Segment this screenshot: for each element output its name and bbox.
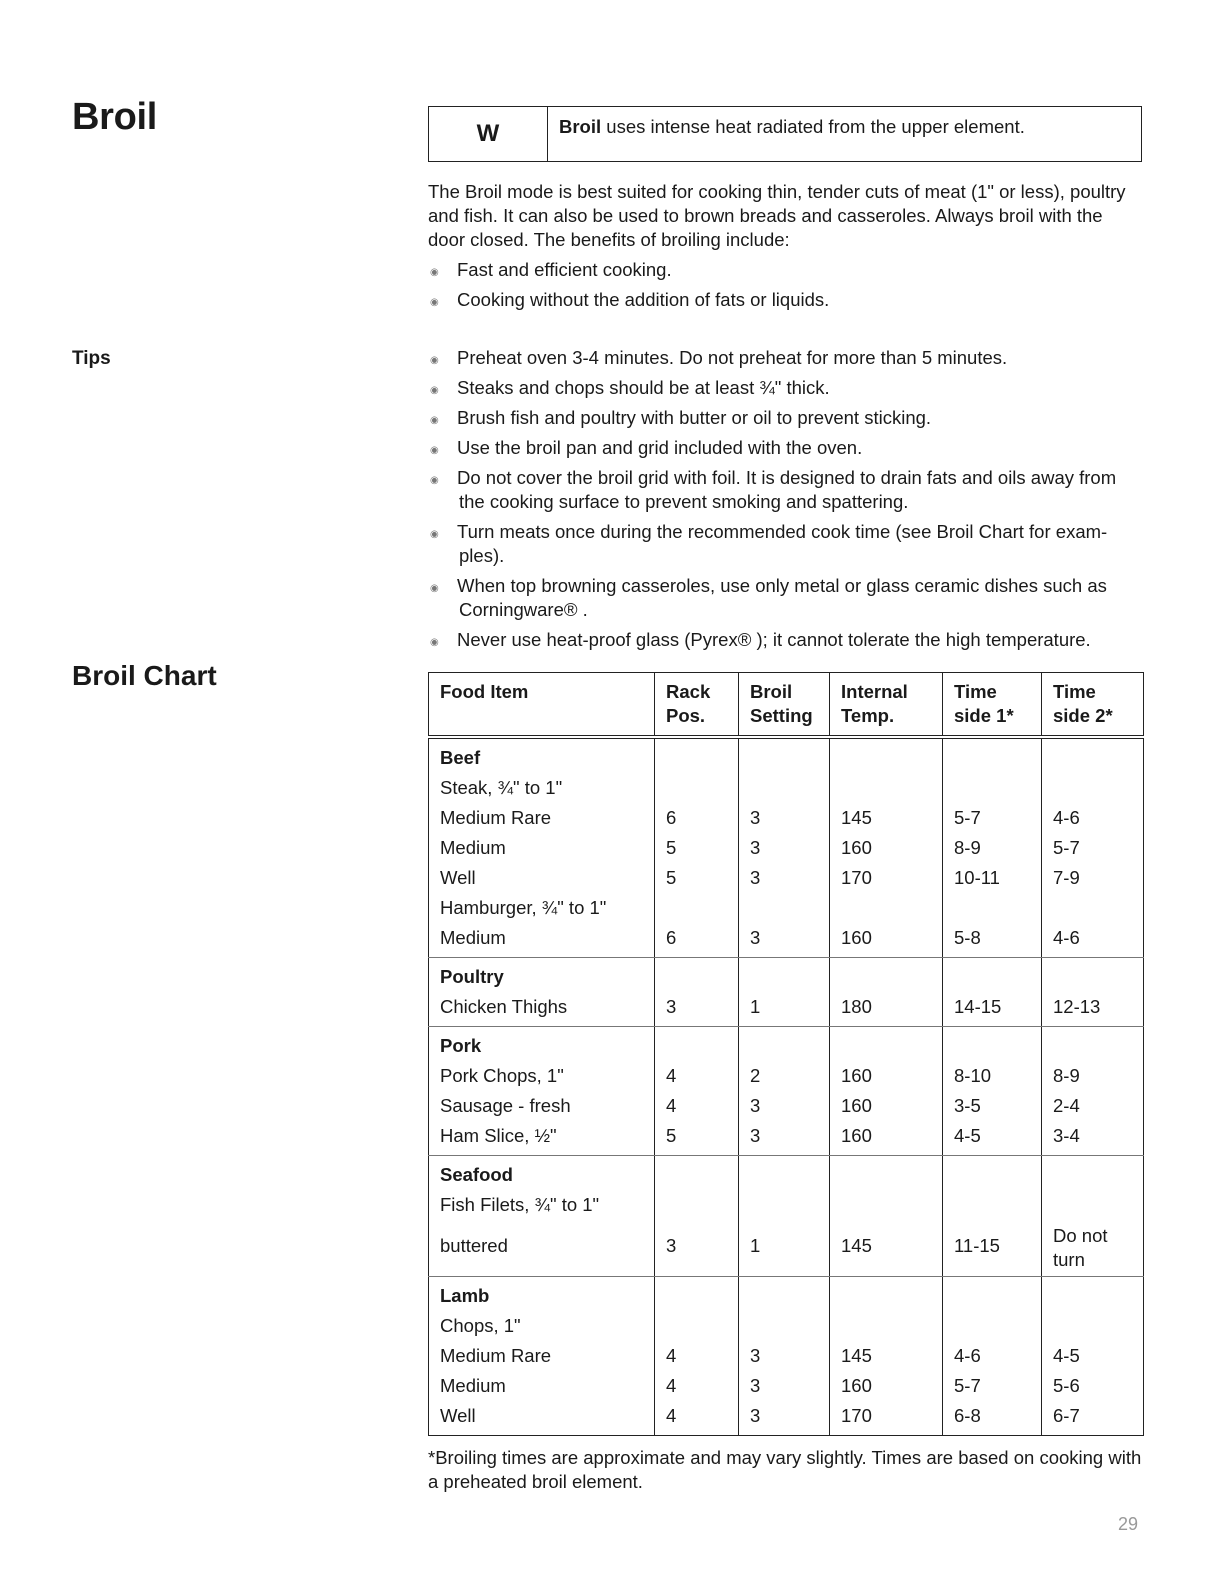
table-cell: 6 5 5 6 — [655, 737, 739, 958]
table-cell: 145 160 170 — [830, 1277, 943, 1436]
list-item: ◉ Cooking without the addition of fats or liquids. — [428, 288, 1144, 312]
benefits-list — [428, 258, 1144, 312]
table-cell: 145 160 170 160 — [830, 737, 943, 958]
table-cell: 3 3 3 3 — [739, 737, 830, 958]
table-header-row — [429, 673, 1144, 738]
table-cell: Pork Pork Chops, 1" Sausage - fresh Ham Slice, ½" — [429, 1027, 655, 1156]
page-title: Broil — [72, 96, 158, 138]
table-cell: 145 — [830, 1156, 943, 1277]
bullet-icon: ◉ — [430, 385, 439, 396]
tip-item: ◉ Turn meats once during the recommended cook time (see Broil Chart for exam- ples). — [430, 521, 1108, 566]
bullet-icon: ◉ — [430, 637, 439, 648]
group-name: Poultry — [440, 966, 504, 987]
table-cell: 180 — [830, 958, 943, 1027]
bullet-icon: ◉ — [430, 475, 439, 486]
tip-item: ◉ Do not cover the broil grid with foil. It is designed to drain fats and oils away from the cooking surface to prevent smoking and spattering. — [430, 467, 1117, 512]
table-cell: 1 — [739, 1156, 830, 1277]
table-row — [429, 737, 1144, 958]
table-cell: 2 3 3 — [739, 1027, 830, 1156]
column-header: Time side 2* — [1042, 673, 1144, 738]
broil-symbol: W — [429, 107, 548, 161]
footnote: *Broiling times are approximate and may vary slightly. Times are based on cooking with a preheated broil element. — [428, 1447, 1142, 1492]
broil-description-text: uses intense heat radiated from the upper element. — [601, 116, 1025, 137]
list-item: ◉ Fast and efficient cooking. — [428, 258, 1144, 282]
group-name: Lamb — [440, 1285, 490, 1306]
table-cell: 1 — [739, 958, 830, 1027]
table-cell: Seafood Fish Filets, ¾" to 1" buttered — [429, 1156, 655, 1277]
table-cell: Poultry Chicken Thighs — [429, 958, 655, 1027]
table-cell: 11-15 — [943, 1156, 1042, 1277]
bullet-icon: ◉ — [430, 415, 439, 426]
tip-item: ◉ When top browning casseroles, use only metal or glass ceramic dishes such as Corningware® . — [430, 575, 1107, 620]
tip-item: ◉ Steaks and chops should be at least ¾" thick. — [428, 376, 1144, 400]
bullet-icon: ◉ — [430, 445, 439, 456]
column-header: Internal Temp. — [830, 673, 943, 738]
broil-description — [548, 107, 1036, 161]
table-row — [429, 958, 1144, 1027]
column-header: Food Item — [429, 673, 655, 738]
table-cell: 4 4 4 — [655, 1277, 739, 1436]
table-cell: 8-9 2-4 3-4 — [1042, 1027, 1144, 1156]
table-row — [429, 1156, 1144, 1277]
table-group-lamb — [429, 1277, 1144, 1436]
bullet-icon: ◉ — [430, 267, 439, 278]
table-group-poultry — [429, 958, 1144, 1027]
group-name: Beef — [440, 747, 481, 768]
table-cell: 5-7 8-9 10-11 5-8 — [943, 737, 1042, 958]
column-header: Time side 1* — [943, 673, 1042, 738]
column-header: Broil Setting — [739, 673, 830, 738]
table-cell: Do not turn — [1042, 1156, 1144, 1277]
table-group-pork — [429, 1027, 1144, 1156]
broil-symbol-box — [428, 106, 1142, 162]
page-number: 29 — [1118, 1514, 1139, 1534]
table-cell: 3 3 3 — [739, 1277, 830, 1436]
broil-description-bold: Broil — [559, 116, 602, 137]
table-cell: 4-5 5-6 6-7 — [1042, 1277, 1144, 1436]
tip-item: ◉ Preheat oven 3-4 minutes. Do not preheat for more than 5 minutes. — [428, 346, 1144, 370]
table-cell: 4-6 5-7 6-8 — [943, 1277, 1042, 1436]
table-cell: 8-10 3-5 4-5 — [943, 1027, 1042, 1156]
table-cell: 160 160 160 — [830, 1027, 943, 1156]
table-cell: 12-13 — [1042, 958, 1144, 1027]
broil-chart-title: Broil Chart — [72, 660, 217, 691]
table-row — [429, 1027, 1144, 1156]
table-cell: 3 — [655, 958, 739, 1027]
table-group-beef — [429, 737, 1144, 958]
table-cell: 14-15 — [943, 958, 1042, 1027]
intro-paragraph: The Broil mode is best suited for cooking thin, tender cuts of meat (1" or less), poultry and fish. It can also be used to brown breads and casseroles. Always broil with the door closed. The benefits of broiling include: — [428, 181, 1126, 250]
group-name: Seafood — [440, 1164, 513, 1185]
table-cell: Lamb Chops, 1" Medium Rare Medium Well — [429, 1277, 655, 1436]
tips-list — [428, 346, 1144, 658]
table-cell: Beef Steak, ¾" to 1" Medium Rare Medium Well Hamburger, ¾" to 1" Medium — [429, 737, 655, 958]
intro-section — [428, 180, 1144, 312]
bullet-icon: ◉ — [430, 583, 439, 594]
bullet-icon: ◉ — [430, 529, 439, 540]
bullet-icon: ◉ — [430, 297, 439, 308]
tips-heading: Tips — [72, 348, 111, 369]
broil-chart-table — [428, 672, 1144, 1436]
bullet-icon: ◉ — [430, 355, 439, 366]
table-cell: 3 — [655, 1156, 739, 1277]
table-cell: 4-6 5-7 7-9 4-6 — [1042, 737, 1144, 958]
column-header: Rack Pos. — [655, 673, 739, 738]
group-name: Pork — [440, 1035, 482, 1056]
tip-item: ◉ Never use heat-proof glass (Pyrex® ); it cannot tolerate the high temperature. — [428, 628, 1144, 652]
table-group-seafood — [429, 1156, 1144, 1277]
tip-item: ◉ Brush fish and poultry with butter or oil to prevent sticking. — [428, 406, 1144, 430]
table-row — [429, 1277, 1144, 1436]
table-cell: 4 4 5 — [655, 1027, 739, 1156]
tip-item: ◉ Use the broil pan and grid included with the oven. — [428, 436, 1144, 460]
